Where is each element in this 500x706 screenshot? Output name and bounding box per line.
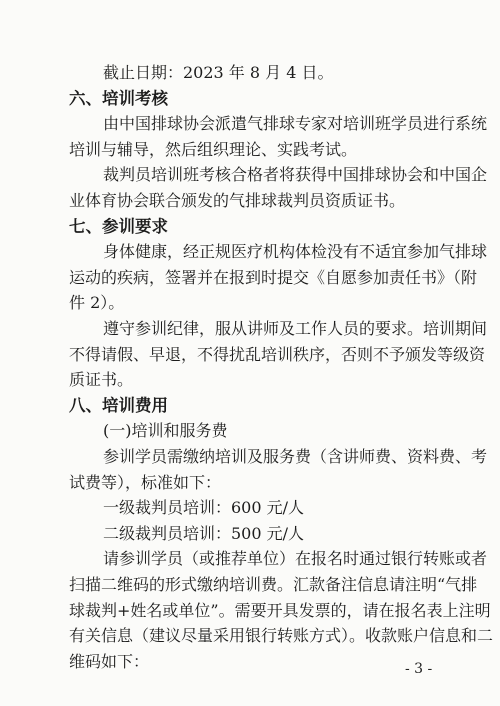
section-six-heading: 六、培训考核 bbox=[69, 88, 168, 108]
section-seven-heading: 七、参训要求 bbox=[69, 216, 168, 236]
paragraph-line: 运动的疾病，签署并在报到时提交《自愿参加责任书》（附 bbox=[69, 267, 478, 287]
paragraph-line: 由中国排球协会派遣气排球专家对培训班学员进行系统 bbox=[103, 114, 488, 134]
paragraph-line: 身体健康，经正规医疗机构体检没有不适宜参加气排球 bbox=[103, 242, 488, 262]
paragraph-line: 业体育协会联合颁发的气排球裁判员资质证书。 bbox=[69, 191, 406, 210]
section-eight-heading: 八、培训费用 bbox=[69, 395, 168, 415]
paragraph-line: 请参训学员（或推荐单位）在报名时通过银行转账或者 bbox=[103, 549, 488, 569]
paragraph-line: 不得请假、早退，不得扰乱培训秩序，否则不予颁发等级资 bbox=[69, 344, 486, 364]
paragraph-line: 裁判员培训班考核合格者将获得中国排球协会和中国企 bbox=[103, 165, 488, 185]
paragraph-line: 扫描二维码的形式缴纳培训费。汇款备注信息请注明“气排 bbox=[69, 575, 478, 594]
paragraph-line: 培训与辅导，然后组织理论、实践考试。 bbox=[69, 139, 358, 159]
paragraph-line: 试费等），标准如下： bbox=[69, 472, 222, 492]
fee-line-level-two: 二级裁判员培训：500 元/人 bbox=[103, 523, 305, 543]
page-number: - 3 - bbox=[405, 661, 433, 677]
paragraph-line: 质证书。 bbox=[69, 370, 134, 390]
paragraph-line: 件 2）。 bbox=[69, 293, 125, 313]
paragraph-line: 参训学员需缴纳培训及服务费（含讲师费、资料费、考 bbox=[103, 447, 488, 466]
paragraph-line: 维码如下： bbox=[69, 651, 150, 671]
paragraph-line: 有关信息（建议尽量采用银行转账方式）。收款账户信息和二 bbox=[69, 626, 494, 646]
paragraph-line: 球裁判+姓名或单位”。需要开具发票的，请在报名表上注明 bbox=[69, 600, 491, 620]
subheading: (一)培训和服务费 bbox=[103, 421, 228, 441]
paragraph-line: 遵守参训纪律，服从讲师及工作人员的要求。培训期间 bbox=[103, 319, 488, 338]
fee-line-level-one: 一级裁判员培训：600 元/人 bbox=[103, 498, 305, 518]
deadline-line: 截止日期：2023 年 8 月 4 日。 bbox=[103, 63, 334, 82]
